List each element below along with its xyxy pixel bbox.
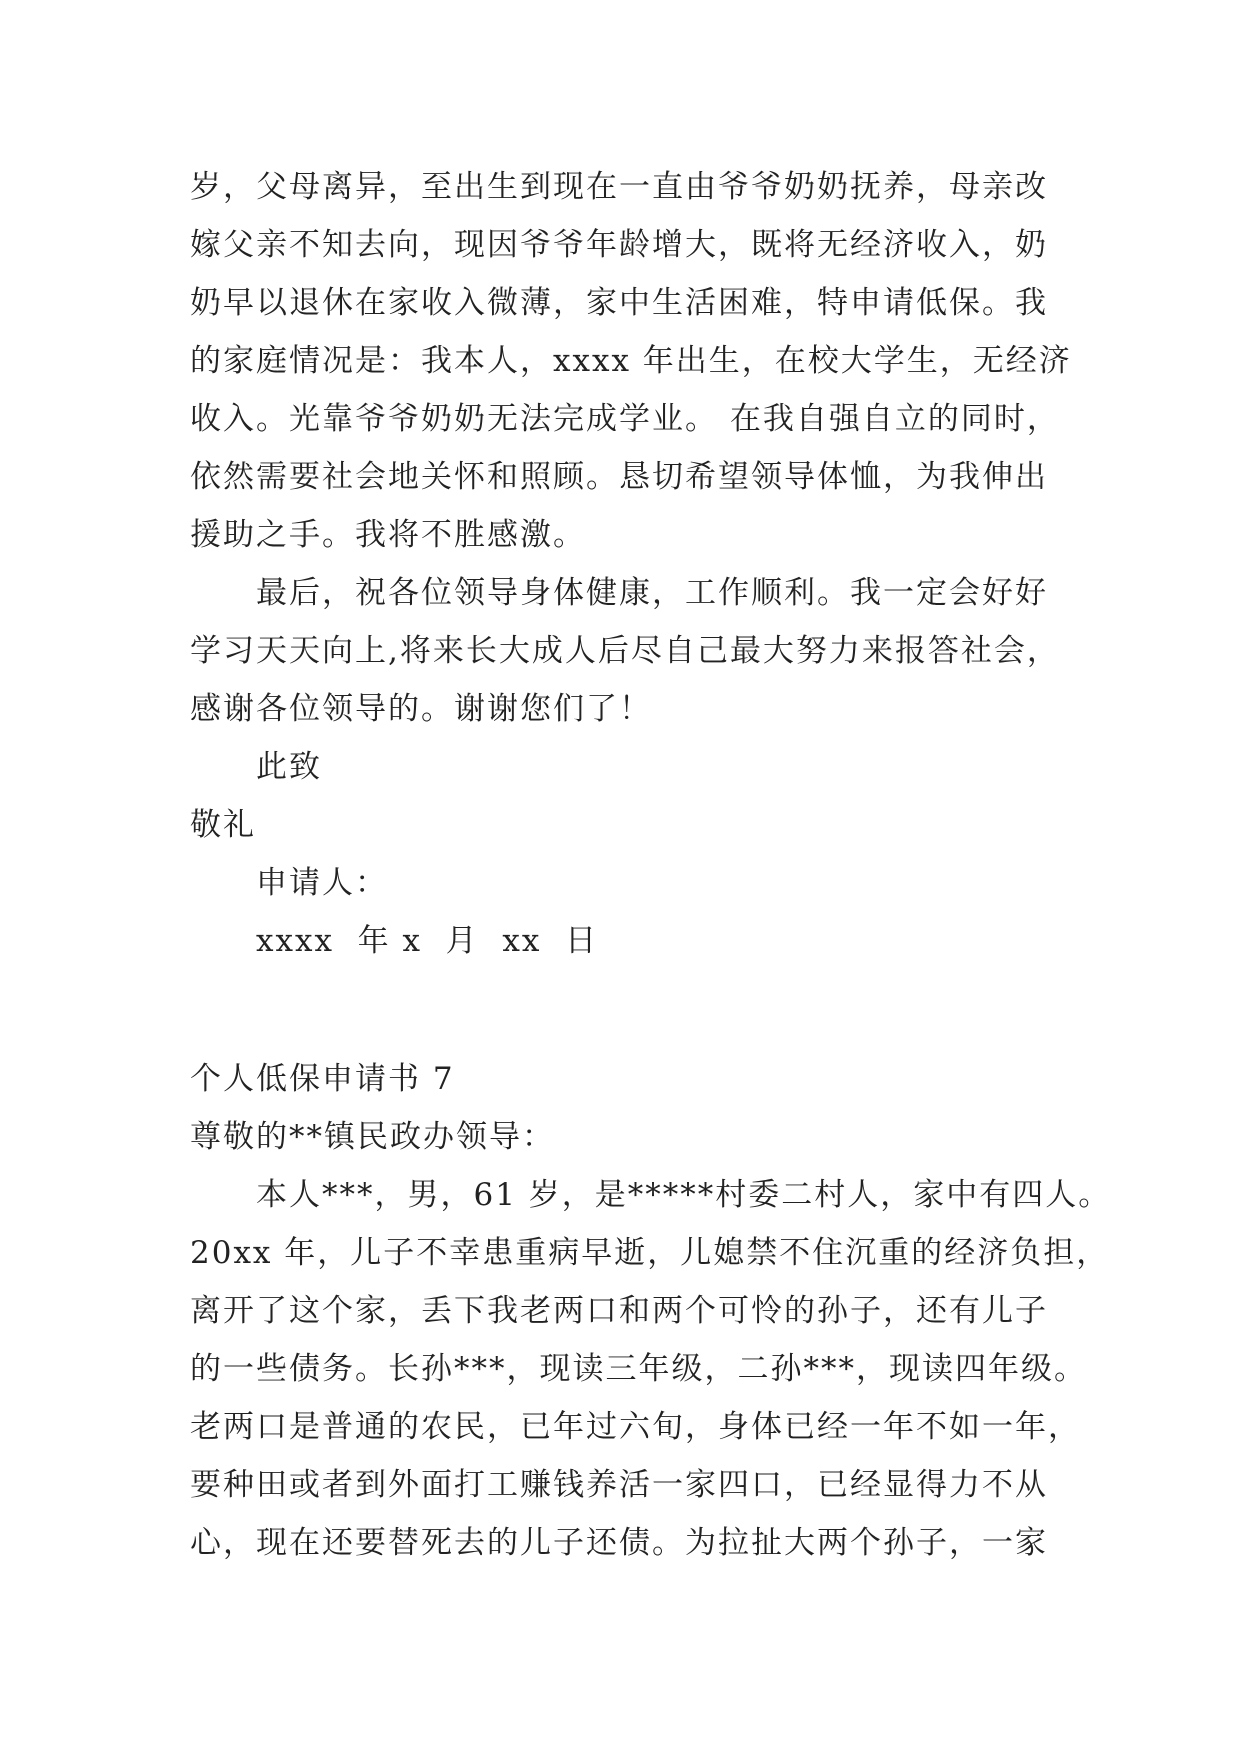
document-body bbox=[190, 158, 1112, 1572]
closing-cizhi: 此致 bbox=[256, 749, 322, 785]
paragraph-line: 嫁父亲不知去向，现因爷爷年龄增大，既将无经济收入，奶 bbox=[190, 227, 1048, 263]
paragraph-line: 奶早以退休在家收入微薄，家中生活困难，特申请低保。我 bbox=[190, 285, 1048, 321]
paragraph-line: 岁，父母离异，至出生到现在一直由爷爷奶奶抚养，母亲改 bbox=[190, 169, 1048, 205]
paragraph-line: 最后，祝各位领导身体健康，工作顺利。我一定会好好 bbox=[256, 575, 1048, 611]
paragraph-line: 收入。光靠爷爷奶奶无法完成学业。 在我自强自立的同时， bbox=[190, 401, 1060, 437]
applicant-label: 申请人： bbox=[256, 865, 388, 901]
paragraph-line: 援助之手。我将不胜感激。 bbox=[190, 517, 586, 553]
paragraph-line: 的家庭情况是：我本人，xxxx 年出生，在校大学生，无经济 bbox=[190, 343, 1072, 379]
paragraph-line: 离开了这个家，丢下我老两口和两个可怜的孙子，还有儿子 bbox=[190, 1293, 1048, 1329]
paragraph-line: 老两口是普通的农民，已年过六旬，身体已经一年不如一年， bbox=[190, 1409, 1081, 1445]
paragraph-line: 感谢各位领导的。谢谢您们了！ bbox=[190, 691, 652, 727]
paragraph-line: 学习天天向上,将来长大成人后尽自己最大努力来报答社会， bbox=[190, 633, 1060, 669]
paragraph-line: 要种田或者到外面打工赚钱养活一家四口，已经显得力不从 bbox=[190, 1467, 1048, 1503]
section-title: 个人低保申请书 7 bbox=[190, 1061, 455, 1097]
section-gap bbox=[190, 970, 1070, 1050]
closing-jingli: 敬礼 bbox=[190, 807, 256, 843]
date-line: xxxx 年 x 月 xx 日 bbox=[256, 923, 599, 959]
paragraph-line: 20xx 年，儿子不幸患重病早逝，儿媳禁不住沉重的经济负担， bbox=[190, 1235, 1110, 1271]
paragraph-line: 的一些债务。长孙***，现读三年级，二孙***，现读四年级。 bbox=[190, 1351, 1087, 1387]
paragraph-line: 本人***，男，61 岁，是*****村委二村人，家中有四人。 bbox=[256, 1177, 1112, 1213]
salutation: 尊敬的**镇民政办领导： bbox=[190, 1119, 555, 1155]
paragraph-line: 心，现在还要替死去的儿子还债。为拉扯大两个孙子，一家 bbox=[190, 1525, 1048, 1561]
paragraph-line: 依然需要社会地关怀和照顾。恳切希望领导体恤，为我伸出 bbox=[190, 459, 1048, 495]
